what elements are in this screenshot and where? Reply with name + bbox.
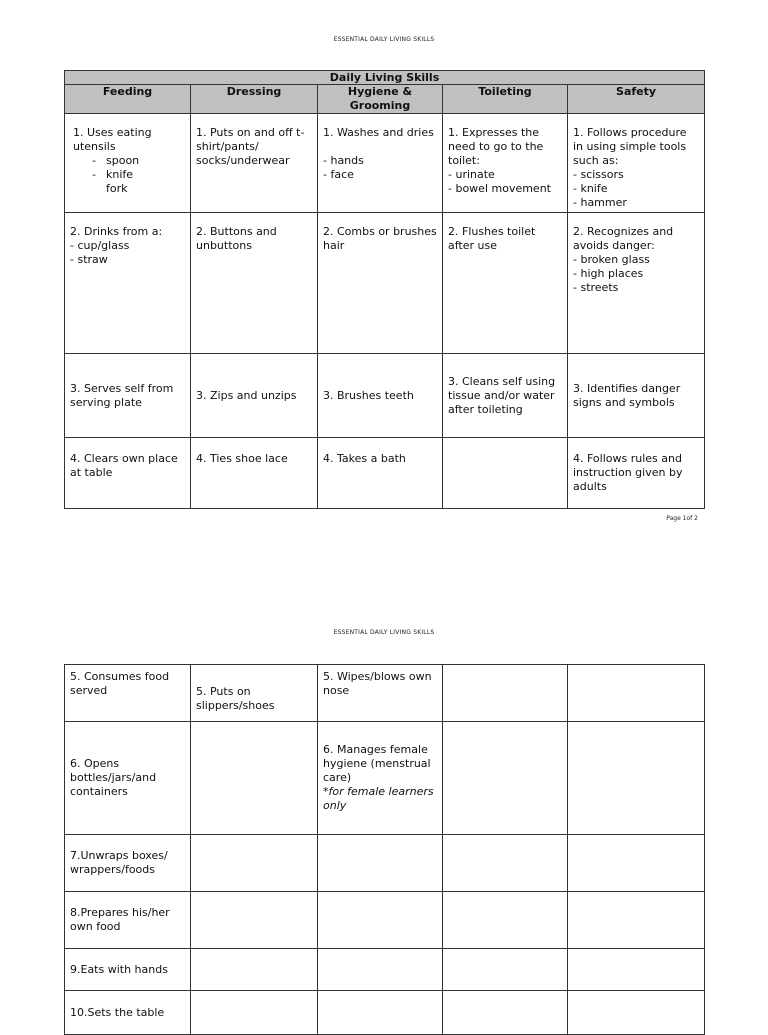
table-cell-feeding (65, 114, 191, 213)
skill-text: 2. Drinks from a: (70, 225, 163, 238)
skill-text: 2. Flushes toilet after use (448, 225, 536, 252)
table-row (65, 991, 705, 1035)
table-cell-toileting (443, 213, 568, 354)
column-header-toileting: Toileting (443, 85, 568, 114)
table-cell-toileting (443, 114, 568, 213)
table-cell-dressing: 3. Zips and unzips (191, 354, 318, 438)
table-cell-feeding: 8.Prepares his/her own food (65, 892, 191, 949)
skill-text: 1. Uses eating utensils (73, 126, 152, 153)
table-cell-safety (568, 665, 705, 722)
skill-note: *for female learners only (323, 785, 434, 812)
list-item: - high places (573, 267, 644, 280)
table-cell-hygiene (318, 114, 443, 213)
skill-text: 1. Puts on and off t-shirt/pants/ socks/underwear (196, 126, 305, 167)
table-cell-hygiene (318, 991, 443, 1035)
column-header-hygiene-grooming: Hygiene & Grooming (318, 85, 443, 114)
table-cell-safety: 3. Identifies danger signs and symbols (568, 354, 705, 438)
table-cell-hygiene (318, 892, 443, 949)
table-cell-feeding: 3. Serves self from serving plate (65, 354, 191, 438)
table-cell-feeding: 6. Opens bottles/jars/and containers (65, 722, 191, 835)
table-row (65, 354, 705, 438)
table-cell-safety (568, 892, 705, 949)
list-item: - cup/glass (70, 239, 130, 252)
skill-text: 2. Combs or brushes hair (323, 225, 437, 252)
table-row (65, 213, 705, 354)
skill-text: 2. Buttons and unbuttons (196, 225, 277, 252)
table-cell-hygiene: 4. Takes a bath (318, 438, 443, 509)
table-cell-safety: 4. Follows rules and instruction given by adults (568, 438, 705, 509)
skill-text: 1. Expresses the need to go to the toilet: (448, 126, 544, 167)
table-cell-dressing (191, 835, 318, 892)
list-item: - broken glass (573, 253, 650, 266)
skill-text: 2. Recognizes and avoids danger: (573, 225, 674, 252)
table-row (65, 114, 705, 213)
list-item: - face (323, 168, 354, 181)
table-cell-dressing: 5. Puts on slippers/shoes (191, 665, 318, 722)
table-cell-dressing (191, 892, 318, 949)
table-row (65, 949, 705, 991)
list-item: - bowel movement (448, 182, 551, 195)
table-cell-toileting (443, 665, 568, 722)
skill-text: 1. Washes and dries (323, 126, 434, 139)
list-item: - hands (323, 154, 364, 167)
table-cell-feeding: 10.Sets the table (65, 991, 191, 1035)
table-cell-safety (568, 213, 705, 354)
table-cell-safety (568, 991, 705, 1035)
table-cell-toileting (443, 722, 568, 835)
page-header: ESSENTIAL DAILY LIVING SKILLS (333, 629, 435, 636)
table-cell-toileting (443, 835, 568, 892)
table-cell-feeding: 4. Clears own place at table (65, 438, 191, 509)
table-cell-toileting (443, 949, 568, 991)
list-item: fork (106, 182, 128, 195)
table-cell-safety (568, 949, 705, 991)
list-item: - knife (573, 182, 608, 195)
table-row (65, 722, 705, 835)
table-cell-hygiene: 5. Wipes/blows own nose (318, 665, 443, 722)
table-cell-hygiene: 3. Brushes teeth (318, 354, 443, 438)
skill-text: 1. Follows procedure in using simple tools such as: (573, 126, 687, 167)
table-cell-dressing (191, 213, 318, 354)
column-header-dressing: Dressing (191, 85, 318, 114)
table-cell-toileting (443, 892, 568, 949)
table-cell-dressing: 4. Ties shoe lace (191, 438, 318, 509)
list-item: - straw (70, 253, 108, 266)
table-cell-toileting (443, 991, 568, 1035)
skill-text: 6. Manages female hygiene (menstrual care) (323, 743, 431, 784)
column-header-feeding: Feeding (65, 85, 191, 114)
table-cell-hygiene (318, 213, 443, 354)
list-item: - streets (573, 281, 619, 294)
document-page-2 (0, 560, 768, 1024)
table-title: Daily Living Skills (65, 71, 705, 85)
list-item: - knife (92, 168, 134, 181)
table-cell-toileting (443, 438, 568, 509)
table-cell-hygiene (318, 835, 443, 892)
skills-table-page-1 (64, 70, 705, 509)
table-cell-dressing (191, 114, 318, 213)
table-cell-safety (568, 722, 705, 835)
table-cell-safety (568, 835, 705, 892)
table-cell-feeding: 9.Eats with hands (65, 949, 191, 991)
table-row (65, 892, 705, 949)
table-cell-feeding (65, 213, 191, 354)
table-cell-toileting: 3. Cleans self using tissue and/or water after toileting (443, 354, 568, 438)
table-row (65, 665, 705, 722)
list-item: - scissors (573, 168, 624, 181)
table-cell-dressing (191, 722, 318, 835)
table-row (65, 835, 705, 892)
table-cell-feeding: 5. Consumes food served (65, 665, 191, 722)
skills-table-page-2 (64, 664, 705, 1035)
page-number: Page 1of 2 (666, 515, 698, 522)
list-item: - spoon (92, 154, 140, 167)
page-header: ESSENTIAL DAILY LIVING SKILLS (333, 36, 435, 43)
list-item: - urinate (448, 168, 495, 181)
table-cell-safety (568, 114, 705, 213)
column-header-safety: Safety (568, 85, 705, 114)
table-cell-dressing (191, 949, 318, 991)
table-cell-hygiene (318, 949, 443, 991)
table-cell-feeding: 7.Unwraps boxes/ wrappers/foods (65, 835, 191, 892)
table-row (65, 438, 705, 509)
table-cell-dressing (191, 991, 318, 1035)
list-item: - hammer (573, 196, 627, 209)
table-cell-hygiene (318, 722, 443, 835)
